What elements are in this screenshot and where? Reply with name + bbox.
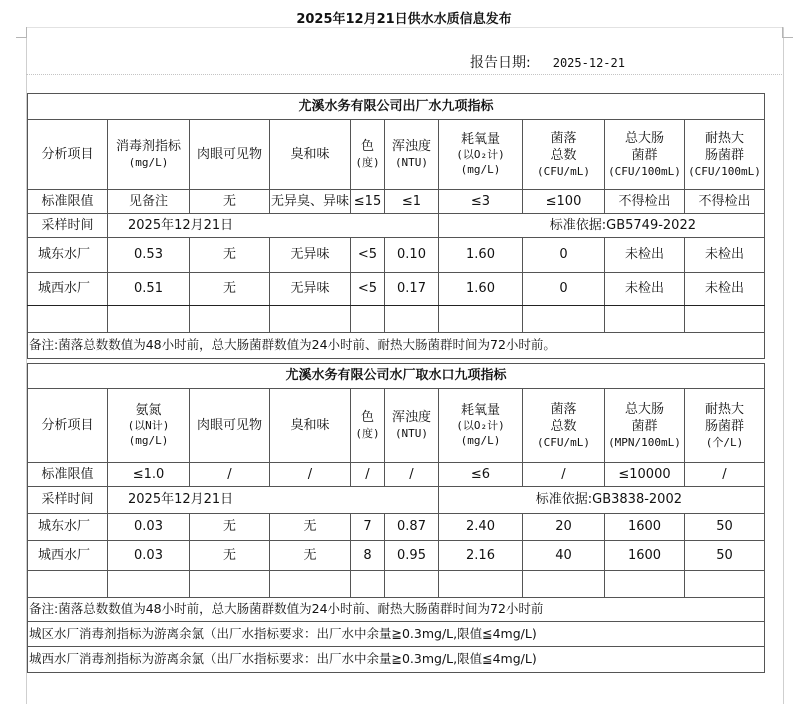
value-cell: 1600 [605, 514, 685, 541]
standard-cell: 无异臭、异味 [270, 190, 351, 214]
header-line: 菌群 [631, 148, 658, 164]
value-cell: 2.16 [439, 541, 523, 571]
plant-name-cell: 城西水厂 [28, 541, 108, 571]
empty-cell [351, 571, 385, 598]
header-line: 氨氮 [135, 402, 162, 418]
header-line: 耗氧量 [460, 402, 500, 418]
header-line: 分析项目 [41, 146, 94, 162]
value-cell: 0.10 [385, 238, 439, 273]
empty-cell [28, 306, 108, 333]
empty-cell [605, 306, 685, 333]
sample-date: 2025年12月21日 [108, 487, 439, 514]
value-cell: 40 [523, 541, 605, 571]
header-line: 总大肠 [624, 401, 664, 417]
page-corner-mark [16, 27, 27, 38]
header-line: 肠菌群 [704, 148, 744, 164]
standard-basis: 标准依据:GB3838-2002 [439, 487, 765, 514]
header-line: 分析项目 [41, 417, 94, 433]
value-cell: 0.51 [108, 273, 190, 306]
empty-cell [685, 571, 765, 598]
empty-cell [270, 306, 351, 333]
column-header [439, 120, 523, 190]
header-line: 臭和味 [290, 146, 330, 162]
value-cell: 未检出 [605, 238, 685, 273]
column-header [385, 389, 439, 463]
header-line: 肉眼可见物 [196, 417, 262, 433]
value-cell: 0.03 [108, 541, 190, 571]
column-header [351, 120, 385, 190]
value-cell: 1600 [605, 541, 685, 571]
value-cell: <5 [351, 238, 385, 273]
standard-cell: / [190, 463, 270, 487]
value-cell: 7 [351, 514, 385, 541]
header-line: 消毒剂指标 [115, 139, 181, 155]
header-unit: (以O₂计) [456, 148, 505, 162]
value-cell: 0 [523, 238, 605, 273]
standard-basis: 标准依据:GB5749-2022 [439, 214, 765, 238]
table-row [28, 273, 765, 306]
header-unit: (CFU/100mL) [688, 164, 761, 178]
header-row [28, 389, 765, 463]
column-header [28, 389, 108, 463]
standard-cell: 标准限值 [28, 463, 108, 487]
value-cell: 未检出 [685, 273, 765, 306]
table-note: 备注:菌落总数数值为48小时前，总大肠菌群数值为24小时前、耐热大肠菌群时间为72小时前。 [28, 333, 765, 359]
header-line: 浑浊度 [391, 410, 431, 426]
intake-water-table [27, 363, 765, 673]
empty-cell [190, 306, 270, 333]
empty-cell [439, 571, 523, 598]
value-cell: 无异味 [270, 273, 351, 306]
empty-cell [439, 306, 523, 333]
column-header [685, 389, 765, 463]
value-cell: 0.17 [385, 273, 439, 306]
header-line: 耐热大 [704, 401, 744, 417]
empty-cell [685, 306, 765, 333]
empty-cell [351, 306, 385, 333]
plant-name-cell: 城东水厂 [28, 514, 108, 541]
sample-row [28, 214, 765, 238]
report-date-label: 报告日期: [470, 55, 531, 71]
document-title: 2025年12月21日供水水质信息发布 [296, 12, 512, 27]
plant-name-cell: 城东水厂 [28, 238, 108, 273]
value-cell: 未检出 [685, 238, 765, 273]
header-row [28, 120, 765, 190]
value-cell: 无 [190, 273, 270, 306]
standard-cell: ≤10000 [605, 463, 685, 487]
empty-cell [385, 306, 439, 333]
column-header [523, 389, 605, 463]
sample-label: 采样时间 [28, 487, 108, 514]
sample-row [28, 487, 765, 514]
standard-cell: 无 [190, 190, 270, 214]
header-unit: (CFU/mL) [537, 164, 590, 178]
table-row [28, 238, 765, 273]
header-line: 总大肠 [624, 130, 664, 146]
standard-cell: ≤100 [523, 190, 605, 214]
header-unit: (NTU) [394, 155, 429, 169]
empty-cell [523, 571, 605, 598]
standard-cell: ≤6 [439, 463, 523, 487]
header-unit: (以N计) [127, 419, 170, 433]
footer-note: 城西水厂消毒剂指标为游离余氯（出厂水指标要求：出厂水中余量≧0.3mg/L,限值≦4mg/L) [28, 647, 765, 673]
column-header [270, 120, 351, 190]
header-unit: (CFU/100mL) [608, 164, 681, 178]
empty-cell [605, 571, 685, 598]
standard-cell: / [385, 463, 439, 487]
standard-cell: ≤1.0 [108, 463, 190, 487]
value-cell: 无 [270, 541, 351, 571]
empty-cell [385, 571, 439, 598]
empty-cell [270, 571, 351, 598]
report-date [470, 52, 625, 72]
table-row [28, 541, 765, 571]
column-header [439, 389, 523, 463]
value-cell: 8 [351, 541, 385, 571]
value-cell: 0.95 [385, 541, 439, 571]
value-cell: 50 [685, 514, 765, 541]
column-header [190, 120, 270, 190]
column-header [351, 389, 385, 463]
page-corner-mark [782, 27, 793, 38]
header-unit: (mg/L) [460, 163, 501, 177]
value-cell: 2.40 [439, 514, 523, 541]
empty-row [28, 306, 765, 333]
column-header [108, 389, 190, 463]
standard-cell: ≤1 [385, 190, 439, 214]
value-cell: 无 [190, 541, 270, 571]
value-cell: 20 [523, 514, 605, 541]
header-unit: (mg/L) [128, 434, 169, 448]
table-title: 尤溪水务有限公司出厂水九项指标 [28, 94, 765, 120]
value-cell: 未检出 [605, 273, 685, 306]
standard-cell: ≤15 [351, 190, 385, 214]
value-cell: 0.87 [385, 514, 439, 541]
header-line: 菌落 [550, 130, 577, 146]
column-header [605, 389, 685, 463]
value-cell: 0.53 [108, 238, 190, 273]
header-unit: (以O₂计) [456, 419, 505, 433]
column-header [28, 120, 108, 190]
table-row [28, 514, 765, 541]
header-unit: (CFU/mL) [537, 435, 590, 449]
standard-row [28, 463, 765, 487]
standard-cell: 见备注 [108, 190, 190, 214]
header-unit: (MPN/100mL) [608, 435, 681, 449]
standard-row [28, 190, 765, 214]
empty-cell [190, 571, 270, 598]
column-header [190, 389, 270, 463]
standard-cell: 标准限值 [28, 190, 108, 214]
value-cell: 无异味 [270, 238, 351, 273]
header-unit: (mg/L) [460, 434, 501, 448]
empty-cell [28, 571, 108, 598]
header-unit: (NTU) [394, 426, 429, 440]
header-line: 色 [360, 139, 374, 155]
header-line: 总数 [550, 148, 577, 164]
header-line: 总数 [550, 419, 577, 435]
value-cell: <5 [351, 273, 385, 306]
header-unit: (个/L) [705, 435, 744, 449]
header-unit: (度) [355, 155, 380, 169]
standard-cell: 不得检出 [685, 190, 765, 214]
factory-water-table [27, 93, 765, 359]
standard-cell: / [270, 463, 351, 487]
standard-cell: 不得检出 [605, 190, 685, 214]
footer-note: 城区水厂消毒剂指标为游离余氯（出厂水指标要求：出厂水中余量≧0.3mg/L,限值≦4mg/L) [28, 622, 765, 647]
table-title: 尤溪水务有限公司水厂取水口九项指标 [28, 364, 765, 389]
value-cell: 无 [190, 514, 270, 541]
header-line: 臭和味 [290, 417, 330, 433]
header-line: 肉眼可见物 [196, 146, 262, 162]
header-line: 菌群 [631, 419, 658, 435]
standard-cell: / [685, 463, 765, 487]
column-header [385, 120, 439, 190]
value-cell: 1.60 [439, 238, 523, 273]
standard-cell: / [351, 463, 385, 487]
sample-label: 采样时间 [28, 214, 108, 238]
value-cell: 0.03 [108, 514, 190, 541]
header-line: 耐热大 [704, 130, 744, 146]
value-cell: 1.60 [439, 273, 523, 306]
header-line: 色 [360, 410, 374, 426]
header-unit: (mg/L) [128, 155, 169, 169]
column-header [605, 120, 685, 190]
column-header [108, 120, 190, 190]
empty-cell [108, 306, 190, 333]
dotted-divider [26, 74, 782, 75]
column-header [685, 120, 765, 190]
column-header [270, 389, 351, 463]
header-line: 肠菌群 [704, 419, 744, 435]
empty-cell [523, 306, 605, 333]
header-line: 菌落 [550, 401, 577, 417]
value-cell: 无 [270, 514, 351, 541]
empty-row [28, 571, 765, 598]
empty-cell [108, 571, 190, 598]
sample-date: 2025年12月21日 [108, 214, 439, 238]
header-line: 耗氧量 [460, 131, 500, 147]
header-line: 浑浊度 [391, 139, 431, 155]
value-cell: 无 [190, 238, 270, 273]
report-date-value: 2025-12-21 [552, 56, 625, 70]
header-unit: (度) [355, 426, 380, 440]
table-note: 备注:菌落总数数值为48小时前，总大肠菌群数值为24小时前、耐热大肠菌群时间为72小时前 [28, 598, 765, 622]
standard-cell: / [523, 463, 605, 487]
plant-name-cell: 城西水厂 [28, 273, 108, 306]
standard-cell: ≤3 [439, 190, 523, 214]
value-cell: 0 [523, 273, 605, 306]
value-cell: 50 [685, 541, 765, 571]
column-header [523, 120, 605, 190]
